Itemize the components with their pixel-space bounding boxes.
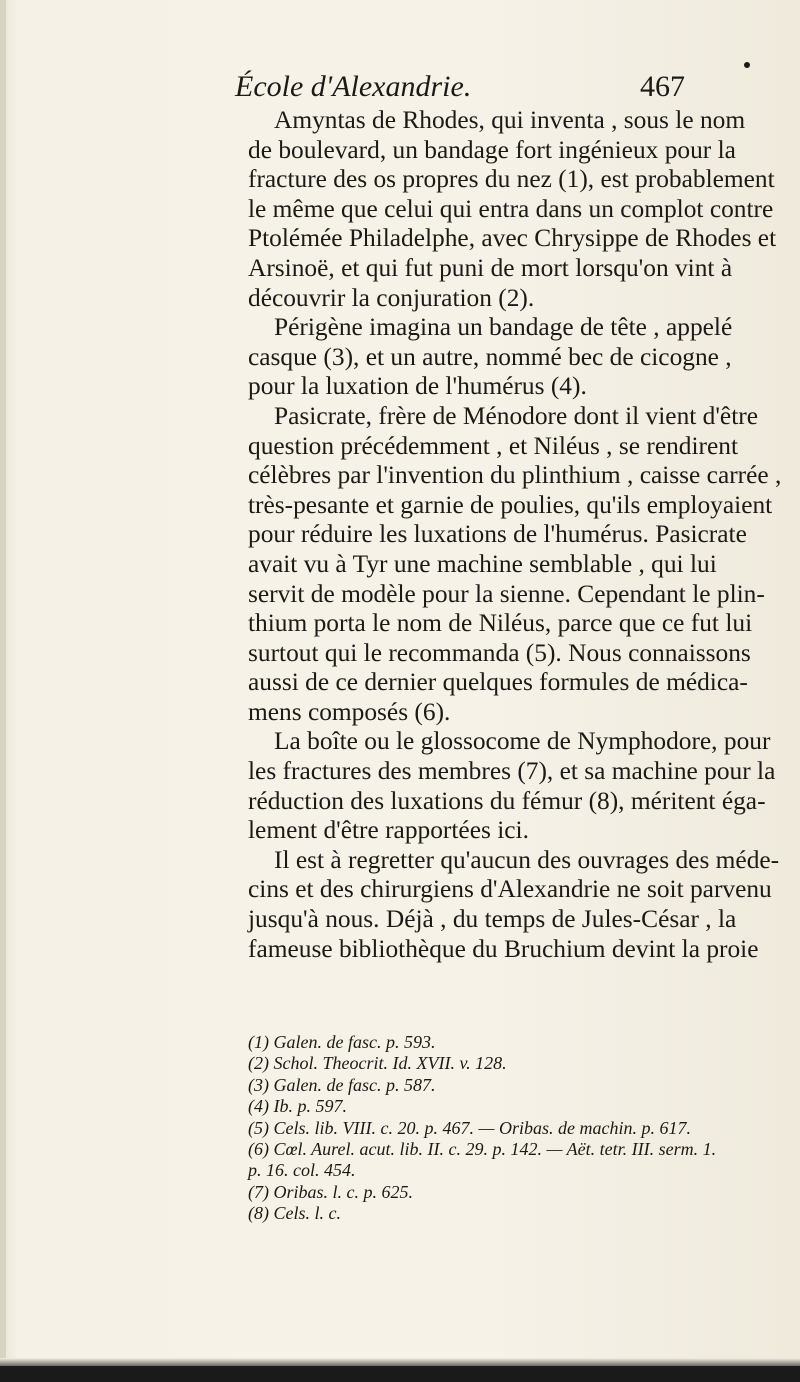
footnote: (3) Galen. de fasc. p. 587. xyxy=(248,1074,436,1095)
scan-border xyxy=(0,1366,800,1382)
text-line: les fractures des membres (7), et sa machine pour la xyxy=(248,757,776,786)
text-line: servit de modèle pour la sienne. Cependant le plin- xyxy=(248,579,765,608)
ink-dot xyxy=(744,62,750,68)
running-header xyxy=(235,68,685,108)
text-line: aussi de ce dernier quelques formules de médica- xyxy=(248,668,748,697)
text-line: pour réduire les luxations de l'humérus. Pasicrate xyxy=(248,520,747,549)
text-line: Il est à regretter qu'aucun des ouvrages des méde- xyxy=(274,845,780,874)
text-line: question précédemment , et Niléus , se rendirent xyxy=(248,431,739,460)
text-line: casque (3), et un autre, nommé bec de cicogne , xyxy=(248,342,732,371)
text-line: Ptolémée Philadelphe, avec Chrysippe de Rhodes et xyxy=(248,224,777,253)
footnote: (4) Ib. p. 597. xyxy=(248,1096,347,1117)
text-line: pour la luxation de l'humérus (4). xyxy=(248,372,587,401)
text-line: thium porta le nom de Niléus, parce que ce fut lui xyxy=(248,609,753,638)
text-line: de boulevard, un bandage fort ingénieux pour la xyxy=(248,135,736,164)
text-line: le même que celui qui entra dans un complot contre xyxy=(248,194,774,223)
text-line: célèbres par l'invention du plinthium , caisse carrée , xyxy=(248,461,782,490)
text-line: Pasicrate, frère de Ménodore dont il vient d'être xyxy=(274,401,758,430)
text-line: lement d'être rapportées ici. xyxy=(248,816,529,845)
text-line: La boîte ou le glossocome de Nymphodore, pour xyxy=(274,727,771,756)
footnote: (2) Schol. Theocrit. Id. XVII. v. 128. xyxy=(248,1053,507,1074)
page-number: 467 xyxy=(640,70,685,103)
text-line: fameuse bibliothèque du Bruchium devint la proie xyxy=(248,934,759,963)
main-text xyxy=(248,106,782,964)
text-line: cins et des chirurgiens d'Alexandrie ne soit parvenu xyxy=(248,875,772,904)
footnote: (8) Cels. l. c. xyxy=(248,1203,341,1224)
footnote: (5) Cels. lib. VIII. c. 20. p. 467. — Oribas. de machin. p. 617. xyxy=(248,1117,691,1138)
text-line: jusqu'à nous. Déjà , du temps de Jules-César , la xyxy=(248,905,737,934)
text-line: réduction des luxations du fémur (8), méritent éga- xyxy=(248,786,766,815)
footnote: (1) Galen. de fasc. p. 593. xyxy=(248,1032,436,1052)
text-line: mens composés (6). xyxy=(248,697,451,726)
text-line: découvrir la conjuration (2). xyxy=(248,283,535,312)
text-line: surtout qui le recommanda (5). Nous connaissons xyxy=(248,638,751,667)
text-line: avait vu à Tyr une machine semblable , qui lui xyxy=(248,549,717,578)
text-line: Arsinoë, et qui fut puni de mort lorsqu'on vint à xyxy=(248,253,733,282)
page-edge xyxy=(0,0,6,1382)
text-line: très-pesante et garnie de poulies, qu'ils employaient xyxy=(248,490,773,519)
footnote: (6) Cœl. Aurel. acut. lib. II. c. 29. p. 142. — Aët. tetr. III. serm. 1. xyxy=(248,1139,717,1160)
text-line: Amyntas de Rhodes, qui inventa , sous le nom xyxy=(274,106,746,134)
scan-shadow xyxy=(0,1358,800,1366)
footnote: (7) Oribas. l. c. p. 625. xyxy=(248,1181,413,1202)
text-line: fracture des os propres du nez (1), est probablement xyxy=(248,165,775,194)
footnotes xyxy=(248,1032,728,1225)
text-line: Périgène imagina un bandage de tête , appelé xyxy=(274,313,733,342)
running-title: École d'Alexandrie. xyxy=(235,70,472,103)
footnote: p. 16. col. 454. xyxy=(248,1160,356,1181)
